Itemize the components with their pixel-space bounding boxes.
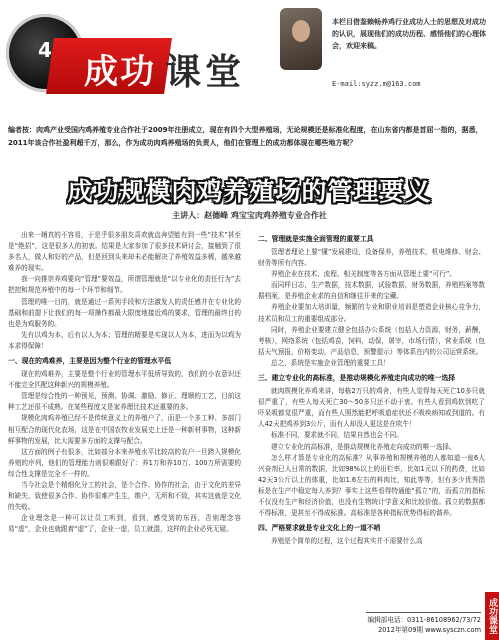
paragraph: 出来一趟真的不容易，于是乎很多朋友喜欢就直奔望能有到一些“技术”甚至是“绝招”，这是很多人的初衷。结果是大家参加了很多技术研讨会，接触到了很多名人，做人和好的产品，但是回到头来却未必能解决了养殖效益多稀，越来越难养的现实。	[8, 231, 241, 273]
paragraph: 同时，养殖企业要建立健全包括办公系统（包括人力资源，财务，薪酬，考核），网络系统（包括鸡苗，饲料，动保，屠宰，市场行情），营业系统（包括天气预报，价格变动，产品信息，预警提示）等体系在内的公司运营系统。	[258, 325, 485, 356]
section-heading: 四、严格要求就是专业文化上的一道不哨	[258, 524, 381, 533]
portrait-photo	[280, 8, 322, 70]
page-number: 4	[38, 38, 52, 62]
paragraph: 当今社会是个精细化分工的社会，是个合作、协作的社会，由于文化的差异和缺失，致使很多合作、协作很难产生生，维户，无所和不致，其实这就是文化的失败。	[8, 480, 241, 512]
paragraph: 怎么样才算是专业化的高标准？从事养殖和规模养殖的人都知道一座6人兴奋剂已人日常的数据，比如98%以上的出栏率，比如1元以下的药费，比如42天3公斤以上的体重，比如1.6左右的料肉比，知此等等，但有多少优秀指标是在生产中稳定每人养到？事实上这些看得特通能“孤立”的，而孤立的指标不仅没有生产和经济价值，也没有生物统计学意义和比较价值。孤立的数据都不得标准，更甚至不得成标准。高标准是各种指标优势得标的谐养。	[258, 453, 485, 518]
footer-phone: 编辑部电话：0311-86108962/73/72	[367, 616, 481, 624]
column-title-part2: 课堂	[165, 51, 246, 93]
paragraph: 管理的唯一目的，就是通过一系列手段和方法激发人的责任感并在专业化的基础和前提下让我们的每一项操作都最大限度地接近鸡的要求，管理的最终目的也是为鸡服务的。	[8, 297, 241, 328]
article-title: 成功规模肉鸡养殖场的管理要义	[67, 177, 432, 206]
footer-issue: 2012年第09期 www.sysczn.com	[378, 626, 481, 634]
footer-rule	[366, 612, 481, 613]
paragraph: 现在的鸡难养，主要是整个行业的管理水平低所导致的，我们的小农意识还不能完全匹配这种新兴的规模养殖。	[8, 370, 241, 390]
paragraph: 我一向推崇养鸡要向“管理”要效益，所谓管理就是“以专业化的责任行为”去把控和规范养殖中的每一个环节和细节。	[8, 275, 241, 295]
paragraph: 这方面的例子有很多，比如部分本来养殖水平比较高的农户一旦跨入规模化养殖的序列，他们的管理能力则很难跟好了：养1万和养10万、100万所需要的综合性支撑是完全不一样的。	[8, 447, 241, 478]
paragraph: 总之，系统是实施企业管理的重要工具！	[271, 358, 390, 367]
column-banner	[0, 0, 499, 112]
column-intro: 本栏目借鉴赖畅养鸡行业成功人士的思想及对成功的认识，展现他们的成功历程、感悟他们的心理体会，欢迎来稿。	[332, 18, 486, 50]
editor-note-text: 肉鸡产业受国内鸡养殖专业合作社于2009年注册成立，现在有四个大型养殖场，无论规模还是标准化程度，在山东省内都是首屈一指的，据悉，2011年该合作社盈利超千万，那么，作为成功肉鸡养殖场的负责人，他们在管理上的成功都体现在哪些地方呢？	[8, 126, 483, 147]
paragraph: 就肉规模化养鸡来讲，每栋2万只的鸡舍，有些人觉得每天死亡10多只就很严重了，有些人每天死亡30～50多只还不动于衷。有些人看到鸡软到吃了吓呆吸都觉很严重，而有些人照然能把呼吸道症状还不吸疾病知或到道的。有人42天把鸡养到3公斤，而有人却没人更这是在吹牛！	[258, 387, 485, 429]
editor-note	[8, 124, 491, 150]
editor-note-label: 编者按：	[8, 126, 36, 134]
page-footer	[366, 612, 481, 635]
section-heading: 一、现在的鸡难养，主要是因为整个行业的管理水平低	[8, 357, 172, 366]
right-column	[258, 230, 485, 547]
paragraph: 标准不同，要求就不同，结果自然也会不同。	[271, 431, 403, 440]
paragraph: 而同样日志，生产数据，技术数据，试验数据，财务数据，养殖档案等数据档案，是养殖企业求的自信和继往开来的宝藏。	[258, 281, 485, 301]
section-heading: 二、管理就是实施全面管理的重要工具	[258, 235, 374, 243]
contact-email: E-mail:syzz.m@163.com	[332, 80, 421, 88]
paragraph: 养殖是个简单的过程，这个过程其实并不需要什么高	[271, 537, 423, 546]
column-title-part1: 成功	[84, 52, 156, 92]
article-byline: 主讲人：赵德峰 鸡宝宝肉鸡养殖专业合作社	[172, 211, 327, 220]
paragraph: 企业理念是一种可以让员工听到，看到，感受到的东西，否则理念容易“虚”，企业也就跟着“虚”了，企业一虚，员工就混，这样的企业必死无疑。	[8, 514, 241, 534]
paragraph: 管理者理论上要“懂”发展建设，设备保养，养殖技术，机电维修、财会、财务等所有内容。	[258, 248, 485, 268]
left-column	[8, 230, 241, 535]
paragraph: 先有以鸡为本，后有以人为本；管理的精要是实现以人为本，进而为以鸡为本求得保障！	[8, 330, 241, 350]
paragraph: 规模化肉鸡养殖已经不是传统意义上的养殖户了，而是一个多工种、多部门相互配合的现代化农场，这是在中国农牧业发展史上还是一种新材事物，这种新鲜事物的发展，比大需要多方面的支撑与配合。	[8, 414, 241, 445]
paragraph: 养殖企业要加大培训量，频繁的专业和职业培训是塑造企业核心竞争力，技术员和员工的重要组成部分。	[258, 303, 485, 323]
paragraph: 管理是综合性的一种预见，预测、协调、激励、修正、理顺的工艺，目前这种工艺还很不成熟。在某些程度又是家养理比技术还重要的多。	[8, 392, 241, 412]
section-side-tab: 成功课堂	[485, 592, 499, 640]
paragraph: 养殖企业在技术、流程、相关制度等各方面从管理上要“可行”。	[271, 270, 456, 279]
section-heading: 三、建立专业化的高标准，是推动规模化养殖走向成功的唯一选择	[258, 374, 456, 383]
paragraph: 建立专业化的高标准，是推动规模化养殖走向成功的唯一选择。	[271, 442, 456, 451]
